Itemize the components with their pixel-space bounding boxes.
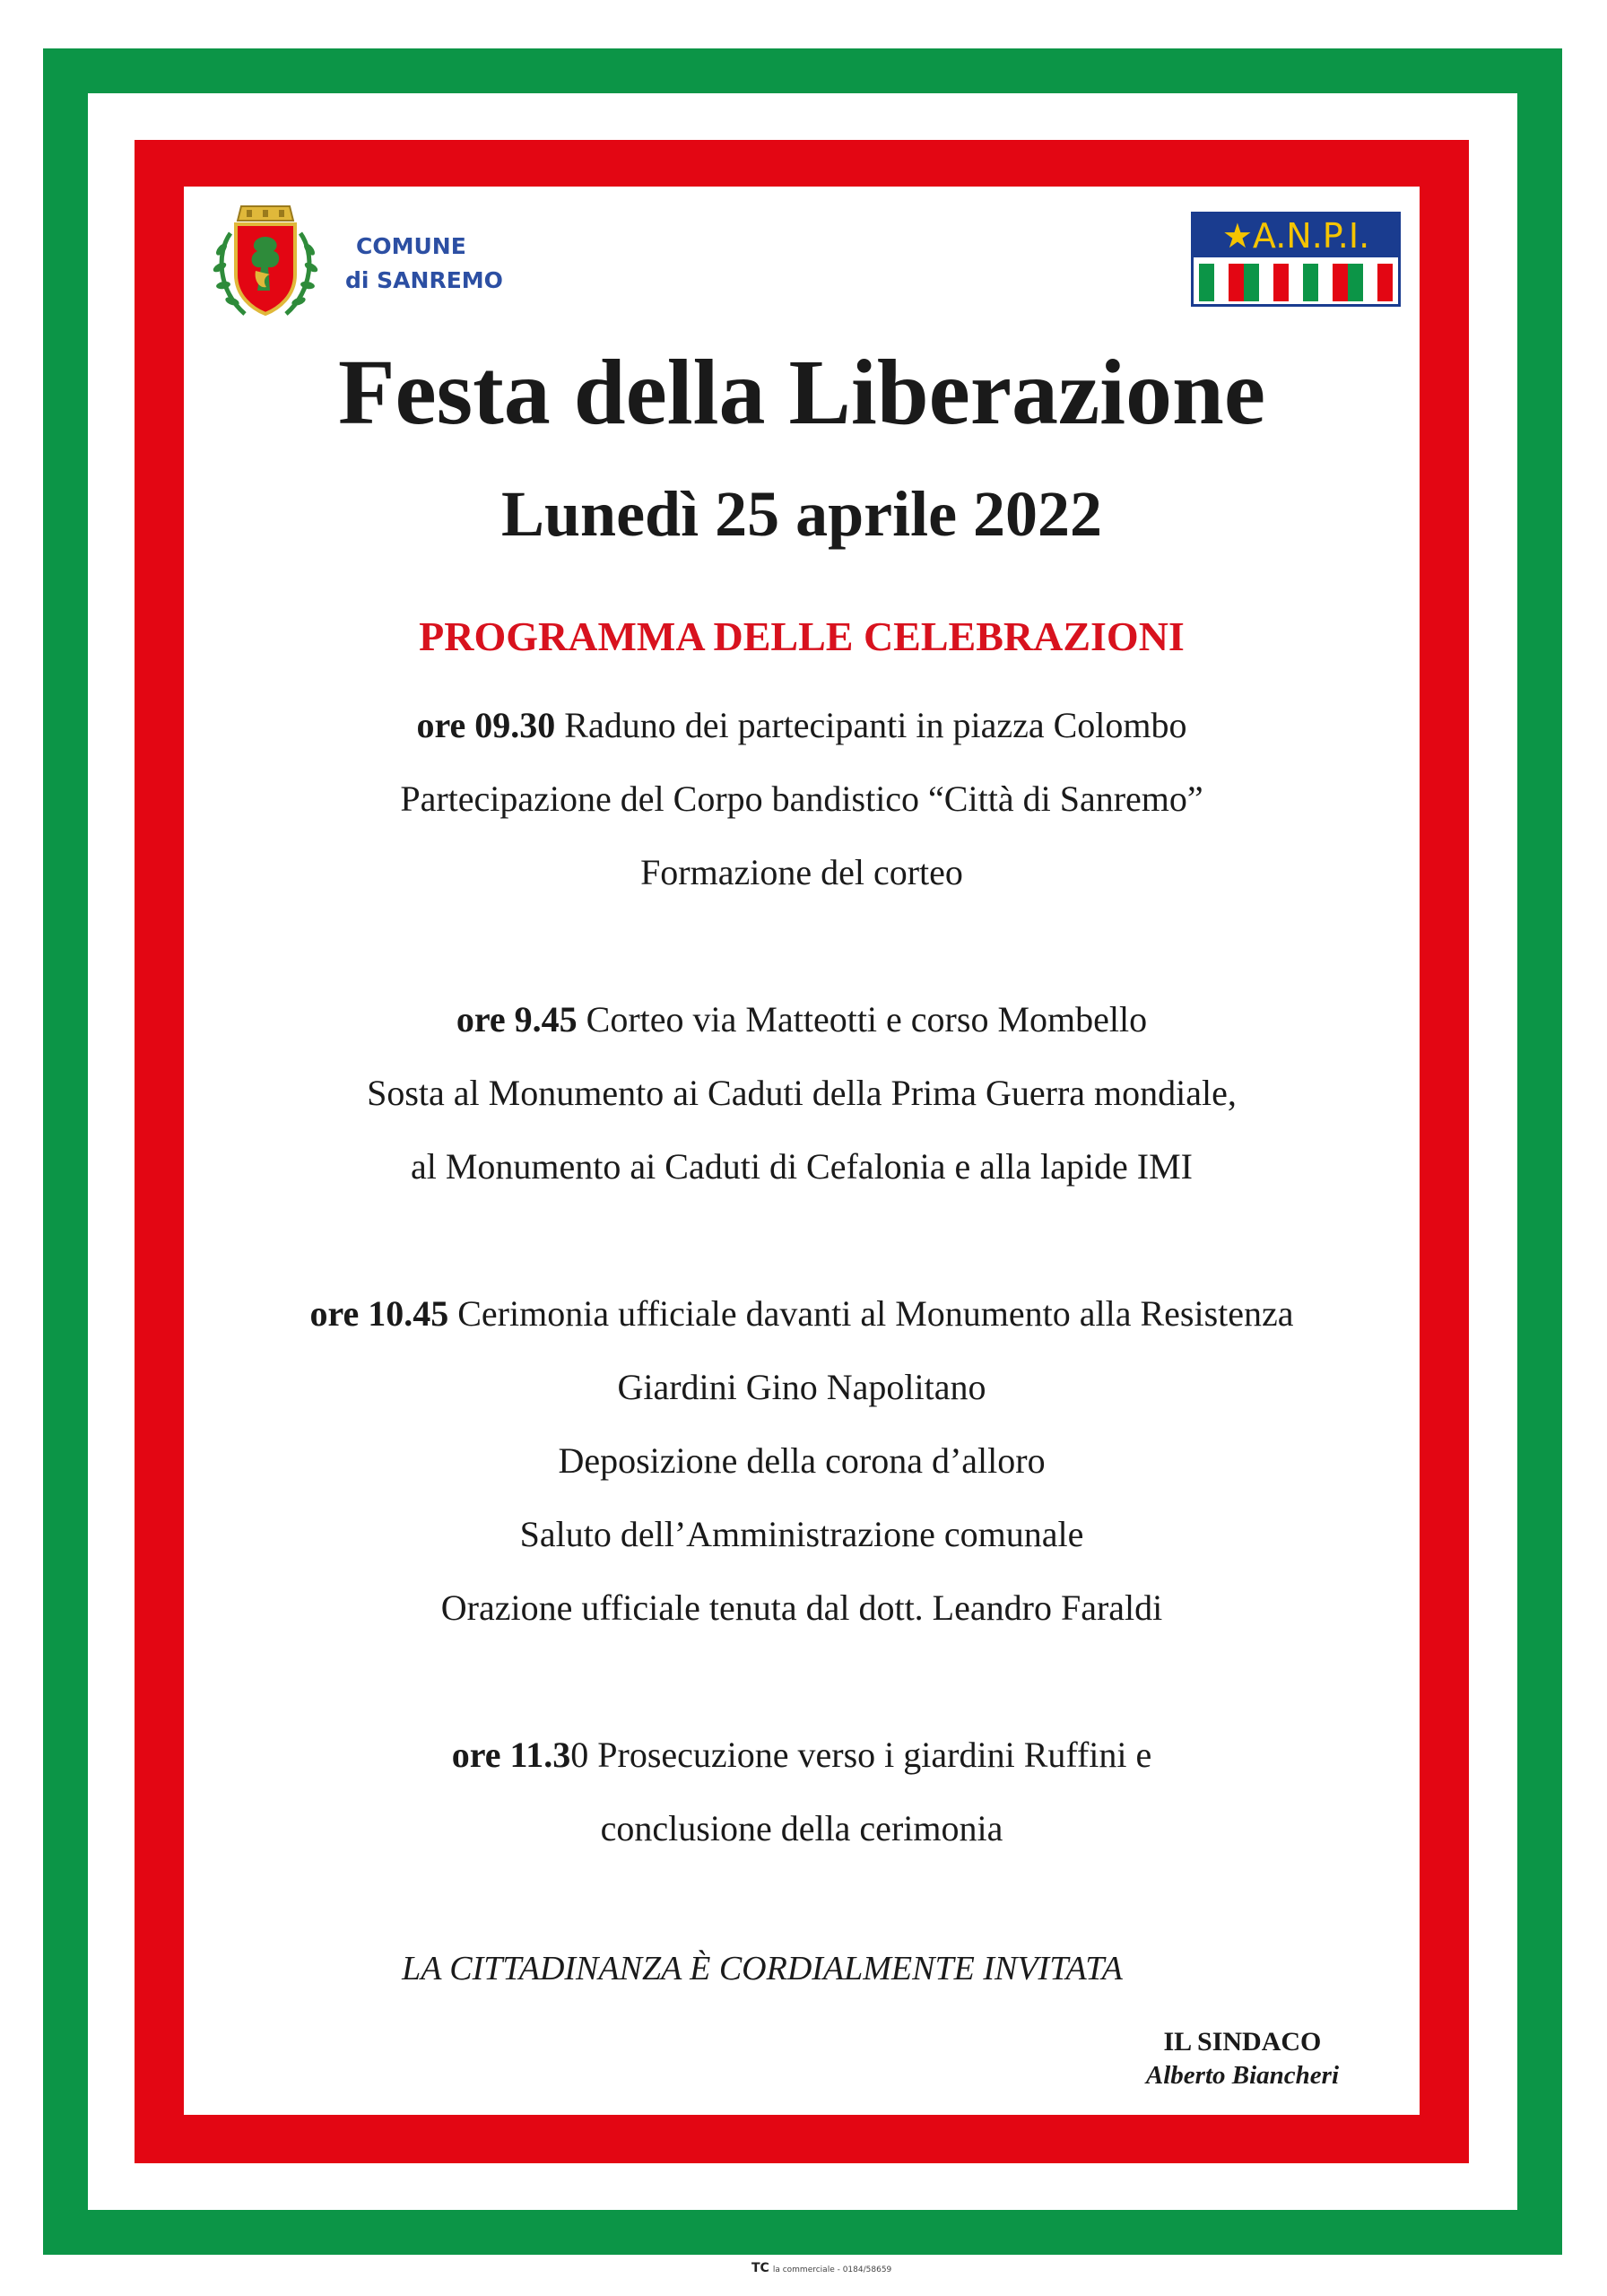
program-time: ore 11.3 bbox=[451, 1735, 571, 1775]
program-text: Corteo via Matteotti e corso Mombello bbox=[577, 999, 1148, 1039]
program-text: al Monumento ai Caduti di Cefalonia e alla lapide IMI bbox=[411, 1146, 1193, 1187]
program-text: 0 Prosecuzione verso i giardini Ruffini e bbox=[570, 1735, 1152, 1775]
anpi-label: ★A.N.P.I. bbox=[1194, 214, 1398, 257]
program-text: Sosta al Monumento ai Caduti della Prima Guerra mondiale, bbox=[367, 1073, 1237, 1113]
program-line bbox=[184, 983, 1420, 1057]
program-line bbox=[184, 762, 1420, 836]
comune-line1: COMUNE bbox=[356, 233, 466, 259]
program-text: Cerimonia ufficiale davanti al Monumento alla Resistenza bbox=[448, 1293, 1294, 1334]
program-time: ore 09.30 bbox=[416, 705, 556, 745]
program-text: Saluto dell’Amministrazione comunale bbox=[519, 1514, 1084, 1554]
program-text: Formazione del corteo bbox=[640, 852, 963, 892]
program-time: ore 9.45 bbox=[456, 999, 578, 1039]
comune-name bbox=[345, 230, 503, 298]
program-list bbox=[184, 689, 1420, 1866]
program-line bbox=[184, 1351, 1420, 1424]
program-line bbox=[184, 836, 1420, 909]
program-text: Deposizione della corona d’alloro bbox=[558, 1440, 1046, 1481]
printer-text: la commerciale - 0184/58659 bbox=[772, 2266, 892, 2274]
printer-logo: TC bbox=[751, 2261, 769, 2275]
program-line bbox=[184, 1571, 1420, 1645]
printer-mark bbox=[751, 2261, 891, 2275]
poster-content bbox=[184, 187, 1420, 2115]
comune-sanremo-crest-icon bbox=[211, 197, 320, 323]
program-line bbox=[184, 1498, 1420, 1571]
program-time: ore 10.45 bbox=[309, 1293, 449, 1334]
anpi-logo bbox=[1191, 212, 1401, 307]
program-text: Partecipazione del Corpo bandistico “Città di Sanremo” bbox=[400, 778, 1203, 819]
page-title: Festa della Liberazione bbox=[337, 341, 1266, 444]
program-line bbox=[184, 1424, 1420, 1498]
invitation-text: LA CITTADINANZA È CORDIALMENTE INVITATA bbox=[402, 1950, 1123, 1987]
signature-block bbox=[1146, 2025, 1339, 2092]
program-text: Orazione ufficiale tenuta dal dott. Leandro Faraldi bbox=[440, 1587, 1163, 1628]
anpi-flag-stripes-icon bbox=[1199, 264, 1393, 301]
event-date: Lunedì 25 aprile 2022 bbox=[500, 478, 1103, 550]
program-line bbox=[184, 1057, 1420, 1130]
program-line bbox=[184, 1130, 1420, 1204]
program-line bbox=[184, 1277, 1420, 1351]
program-text: conclusione della cerimonia bbox=[600, 1808, 1003, 1848]
program-text: Raduno dei partecipanti in piazza Colombo bbox=[555, 705, 1187, 745]
program-heading: PROGRAMMA DELLE CELEBRAZIONI bbox=[419, 613, 1185, 659]
program-text: Giardini Gino Napolitano bbox=[617, 1367, 986, 1407]
program-line bbox=[184, 1718, 1420, 1792]
comune-line2: di SANREMO bbox=[345, 267, 503, 293]
signature-name: Alberto Biancheri bbox=[1145, 2061, 1339, 2090]
program-line bbox=[184, 689, 1420, 762]
program-line bbox=[184, 1792, 1420, 1866]
signature-role: IL SINDACO bbox=[1163, 2027, 1322, 2057]
